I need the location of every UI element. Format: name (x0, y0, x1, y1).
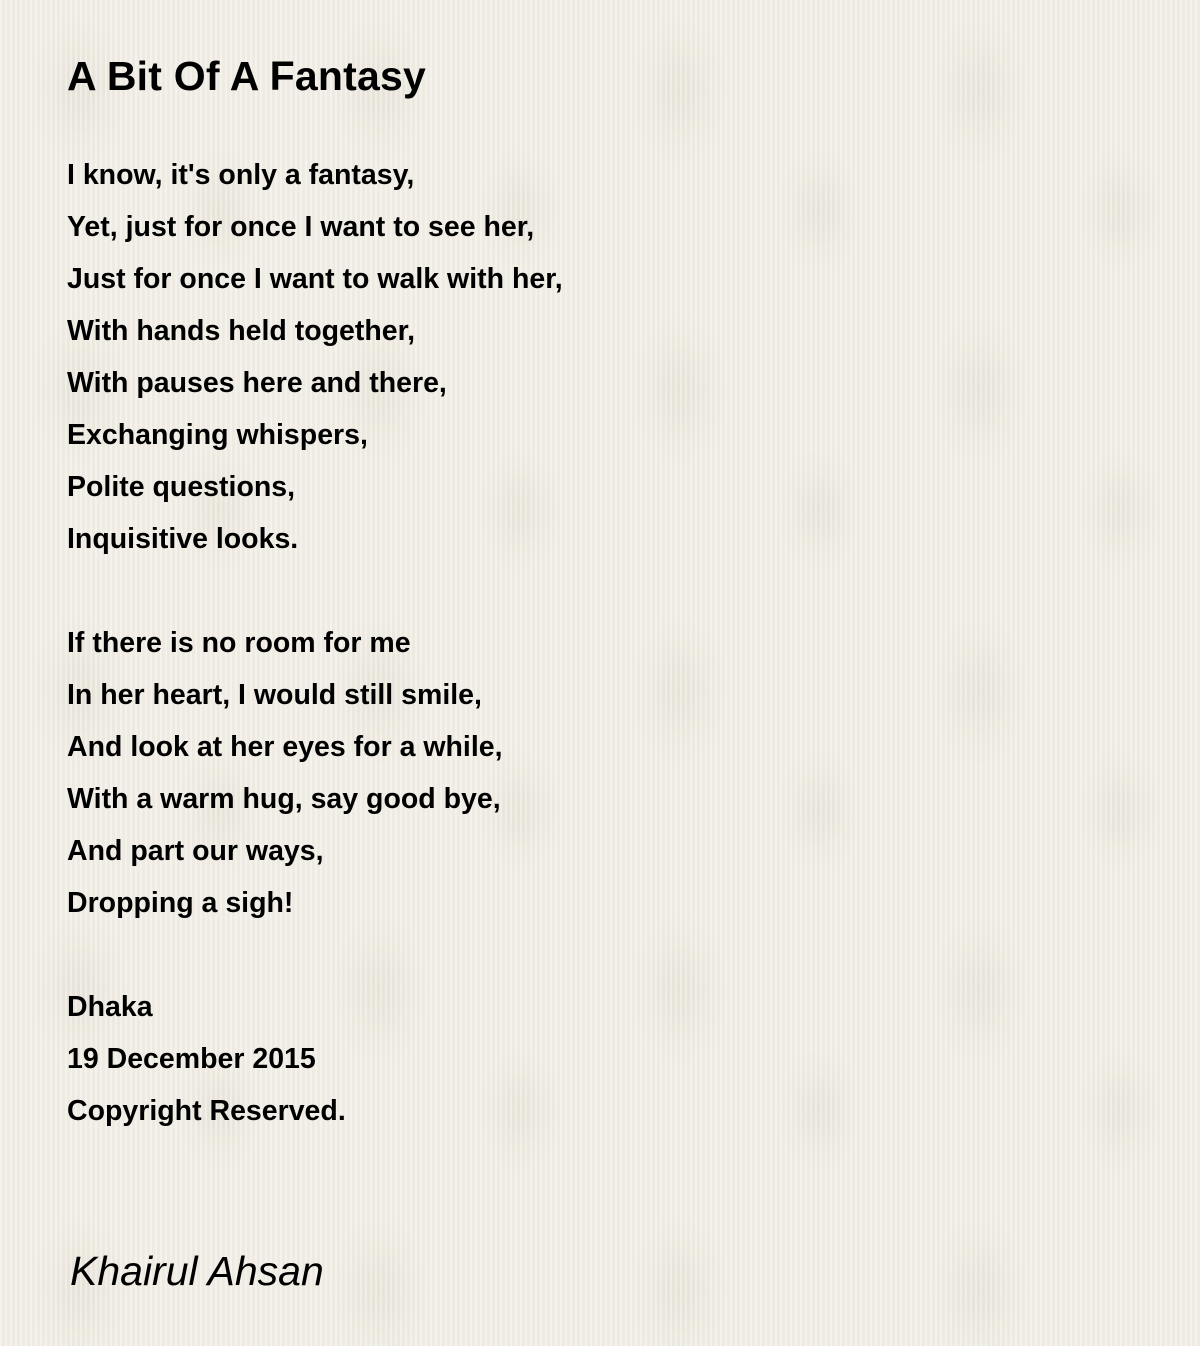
stanza-break (67, 565, 1067, 617)
poem-body (67, 149, 1067, 1137)
poem-line: I know, it's only a fantasy, (67, 159, 415, 191)
poem-line: With hands held together, (67, 315, 416, 347)
poem-line: In her heart, I would still smile, (67, 679, 482, 711)
poem-title: A Bit Of A Fantasy (67, 53, 426, 99)
stanza (67, 617, 1067, 929)
poem-line: Inquisitive looks. (67, 523, 299, 555)
poem-line: If there is no room for me (67, 627, 411, 659)
poem-author: Khairul Ahsan (70, 1248, 324, 1294)
poem-line: And look at her eyes for a while, (67, 731, 503, 763)
poem-line: Polite questions, (67, 471, 296, 503)
stanza-break (67, 929, 1067, 981)
poem-date: 19 December 2015 (67, 1043, 316, 1075)
stanza (67, 149, 1067, 565)
poem-copyright: Copyright Reserved. (67, 1095, 346, 1127)
poem-line: With a warm hug, say good bye, (67, 783, 501, 815)
poem-line: And part our ways, (67, 835, 324, 867)
poem-line: Exchanging whispers, (67, 419, 368, 451)
poem-footer-note (67, 981, 1067, 1137)
poem-place: Dhaka (67, 991, 153, 1023)
poem-line: Just for once I want to walk with her, (67, 263, 563, 295)
poem-line: Yet, just for once I want to see her, (67, 211, 535, 243)
poem-line: With pauses here and there, (67, 367, 447, 399)
poem-line: Dropping a sigh! (67, 887, 294, 919)
